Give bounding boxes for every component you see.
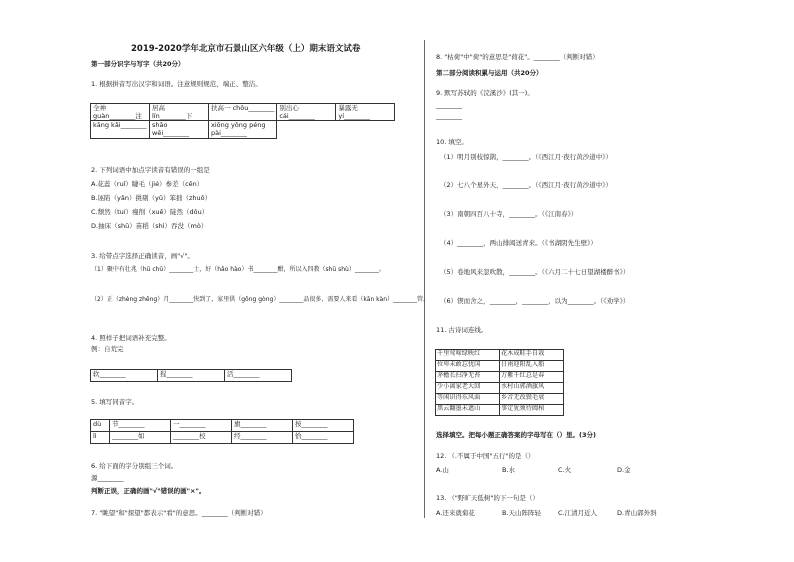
q1-stem: 1. 根据拼音写出汉字和词语。注意规则规范、端正、整洁。 bbox=[91, 80, 262, 88]
q5-cell: 节________ bbox=[110, 420, 171, 432]
q5-cell: ________如 bbox=[110, 432, 171, 444]
q1-cell: xiōng yǒng péng pài________ bbox=[209, 121, 277, 138]
q4-table bbox=[90, 369, 292, 382]
q12-option-b: B.水 bbox=[502, 466, 516, 474]
poem-line-left: 黑云翻墨未遮山 bbox=[436, 405, 500, 416]
poem-line-right: 事定犹须待阖棺 bbox=[500, 405, 564, 416]
q4-cell: 活________ bbox=[225, 370, 292, 382]
q11-stem: 11. 古诗词连线。 bbox=[436, 326, 488, 334]
judge-heading: 判断正误，正确的画"√"错误的画"×"。 bbox=[91, 487, 206, 495]
q3-line2: （2）正（zhèng zhēng）月________快到了，家里供（gōng gòng）________品很多，需要人来看（kān kàn）________管。 bbox=[91, 296, 430, 303]
poem-line-right: 万紫千红总是春 bbox=[500, 372, 564, 383]
q6-stem: 6. 给下面的字分别组三个词。 bbox=[91, 462, 178, 470]
q2-option-c: C.颓然（tuí）瘦削（xuē）陡然（dǒu） bbox=[91, 208, 209, 216]
q2-option-d: D.抽床（shū）苗稻（shì）吞没（mò） bbox=[91, 222, 208, 230]
q10-item: （1）明月别枝惊鹊，________。（《西江月·夜行黄沙道中》） bbox=[440, 153, 612, 161]
q3-stem: 3. 给带点字选择正确读音，画"√"。 bbox=[91, 252, 194, 260]
q10-item: （3）南朝四百八十寺，________。（《江南春》） bbox=[440, 210, 578, 218]
page-title: 2019-2020学年北京市石景山区六年级（上）期末语文试卷 bbox=[131, 44, 361, 54]
q4-example: 例：自荒完 bbox=[91, 345, 124, 353]
q1-cell: 居高 lín________下 bbox=[150, 104, 209, 121]
q1-cell: 别出心 cái________ bbox=[277, 104, 336, 121]
q2-stem: 2. 下列词语中加点字读音有错误的一组是 bbox=[91, 166, 210, 174]
q12-option-a: A.山 bbox=[436, 466, 449, 474]
q10-item: （2）七八个星外天，________。（《西江月·夜行黄沙道中》） bbox=[440, 181, 612, 189]
poem-line-right: 水村山郭酒旗风 bbox=[500, 383, 564, 394]
poem-line-right: 花木成畦手自栽 bbox=[500, 350, 564, 361]
column-divider bbox=[424, 40, 425, 518]
q13-stem: 13. （"野旷天低树"的下一句是（） bbox=[436, 494, 539, 502]
q5-cell: dù bbox=[91, 420, 110, 432]
q5-cell: 经________ bbox=[232, 432, 293, 444]
choice-instruction: 选择填空。把每小题正确答案的字母写在（）里。(3分) bbox=[436, 431, 596, 439]
poem-line-left: 千里莺啼绿映红 bbox=[436, 350, 500, 361]
q6-line: 源________ bbox=[91, 474, 124, 482]
q13-option-d: D.青山郭外斜 bbox=[617, 509, 657, 517]
q5-cell: ________校 bbox=[171, 432, 232, 444]
q7-stem: 7. "眺望"和"探望"都表示"看"的意思。________（判断对错） bbox=[91, 509, 267, 517]
q9-line: ________ bbox=[436, 112, 462, 120]
q1-cell: shāo wēi________ bbox=[150, 121, 209, 138]
part1-heading: 第一部分识字与写字（共20分） bbox=[91, 60, 185, 68]
q10-stem: 10. 填空。 bbox=[436, 138, 468, 146]
q1-table bbox=[90, 103, 395, 139]
poem-line-left: 等闲识得东风面 bbox=[436, 394, 500, 405]
q5-table bbox=[90, 419, 354, 444]
q8-stem: 8. "枯荷"中"荷"的意思是"荷花"。________（判断对错） bbox=[436, 53, 599, 61]
q10-item: （4）________，两山排闼送青来。（《书湖阴先生壁》） bbox=[440, 239, 597, 247]
q2-option-a: A.花蕊（ruǐ）睫毛（jié）参差（cēn） bbox=[91, 180, 204, 188]
q4-cell: 软________ bbox=[91, 370, 158, 382]
q13-option-b: B.天山阵阵轻 bbox=[502, 509, 542, 517]
poem-line-right: 乡音无改鬓毛衰 bbox=[500, 394, 564, 405]
q9-line: ________ bbox=[436, 101, 462, 109]
q12-option-d: D.金 bbox=[617, 466, 631, 474]
q5-cell: lì bbox=[91, 432, 110, 444]
q13-option-c: C.江清月近人 bbox=[558, 509, 598, 517]
q5-cell: 一________ bbox=[171, 420, 232, 432]
q1-cell: 全神 guàn________注 bbox=[91, 104, 150, 121]
q5-stem: 5. 填写同音字。 bbox=[91, 398, 139, 406]
poem-line-right: 日南迎阳乱入船 bbox=[500, 361, 564, 372]
q12-stem: 12. （.不属于中国"五行"的是（） bbox=[436, 452, 535, 460]
q4-stem: 4. 照样子把词语补充完整。 bbox=[91, 334, 171, 342]
poem-line-left: 少小离家老大回 bbox=[436, 383, 500, 394]
q5-cell: 恰________ bbox=[293, 432, 354, 444]
q12-option-c: C.火 bbox=[558, 466, 572, 474]
poem-line-left: 茅檐长扫净无苔 bbox=[436, 372, 500, 383]
q1-cell: kāng kǎi________ bbox=[91, 121, 150, 138]
q4-cell: 猩________ bbox=[158, 370, 225, 382]
q13-option-a: A.还来就菊花 bbox=[436, 509, 475, 517]
poem-line-left: 位卑未敢忘忧国 bbox=[436, 361, 500, 372]
q1-cell: 暴露无 yí________ bbox=[336, 104, 395, 121]
q1-cell: 扶高一 chōu________ bbox=[209, 104, 277, 121]
q9-stem: 9. 默写苏轼的《浣溪沙》(其一)。 bbox=[436, 89, 534, 97]
q5-cell: 按________ bbox=[293, 420, 354, 432]
q2-option-b: B.诬陷（yǎn）挑剔（yǔ）笨拙（zhuō） bbox=[91, 194, 212, 202]
part2-heading: 第二部分阅读积累与运用（共20分） bbox=[436, 69, 543, 77]
q10-item: （5）卷地风来忽吹散，________。（《六月二十七日望湖楼醉书》） bbox=[440, 268, 630, 276]
q3-line1: （1）聚中有壮兆（hū chū）________士，好（hǎo hào）书________酣，所以入四教（shū shù）________。 bbox=[91, 266, 385, 273]
q11-table bbox=[435, 349, 564, 416]
q5-cell: 旗________ bbox=[232, 420, 293, 432]
q10-item: （6）锲而舍之，________，________，以为________。（《劝学》） bbox=[440, 297, 630, 305]
